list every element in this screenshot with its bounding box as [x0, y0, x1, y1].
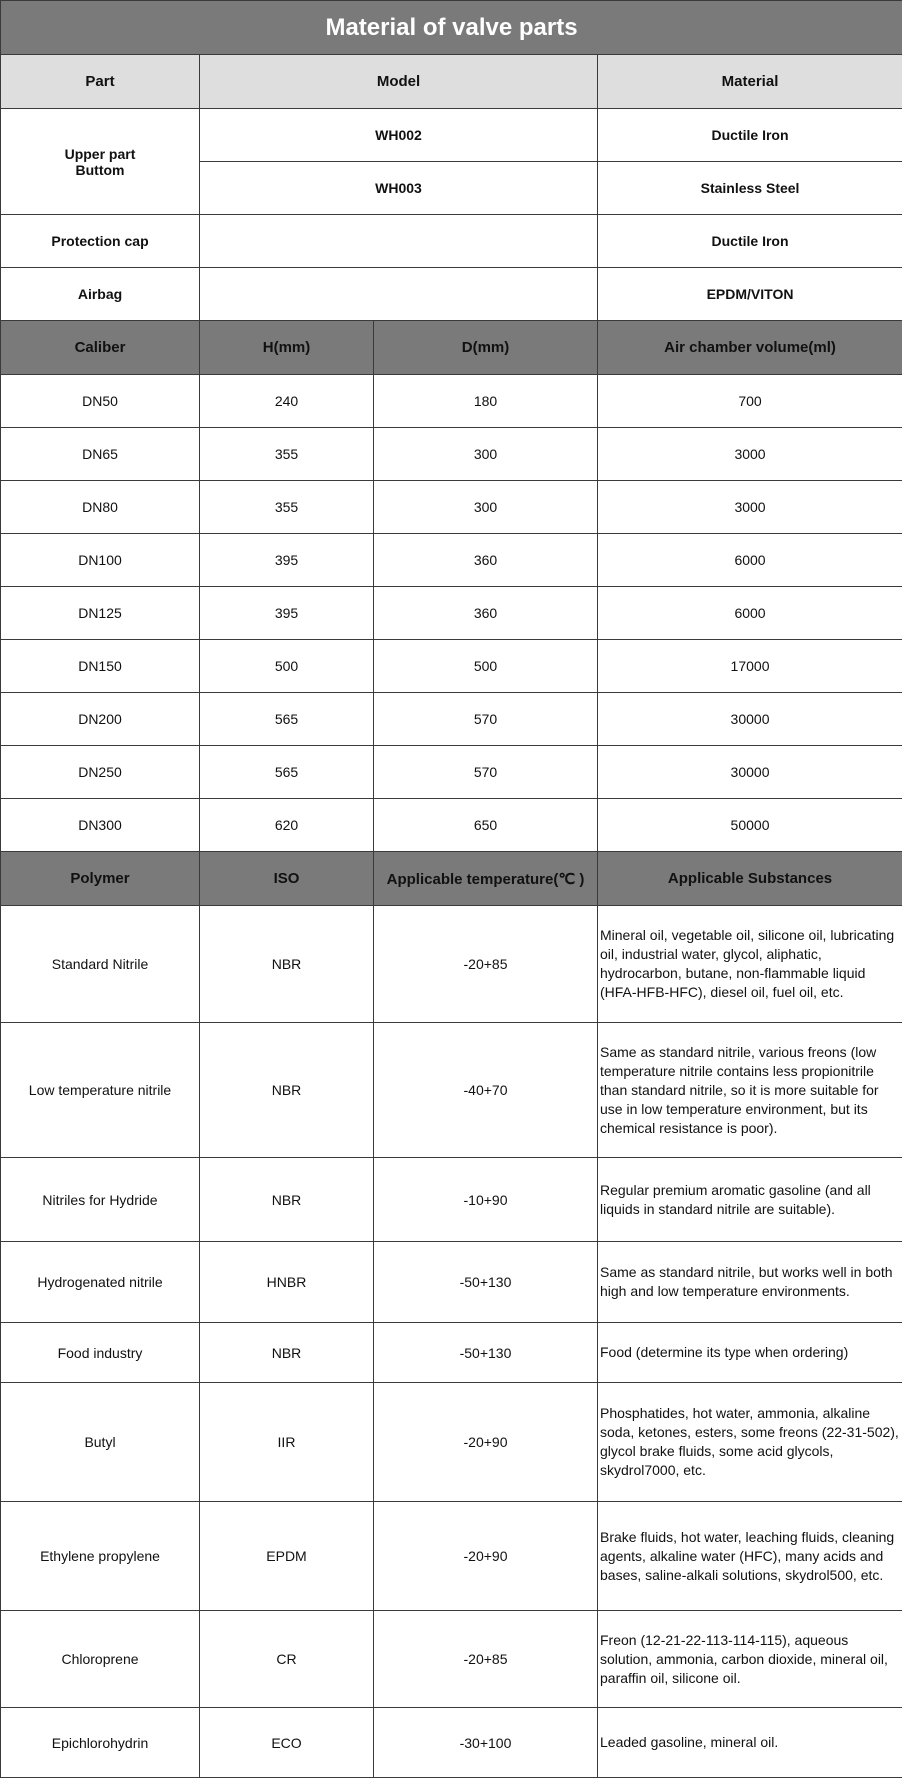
part-upper-label: Upper part — [64, 145, 136, 162]
material-cell: Stainless Steel — [598, 162, 902, 215]
substances-cell: Food (determine its type when ordering) — [598, 1323, 902, 1383]
material-cell: Ductile Iron — [598, 109, 902, 162]
iso-cell: CR — [200, 1611, 374, 1708]
table-row — [1, 693, 902, 746]
substances-cell: Same as standard nitrile, but works well in both high and low temperature environments. — [598, 1242, 902, 1323]
polymers-header-row — [1, 852, 902, 906]
polymer-cell: Standard Nitrile — [1, 906, 200, 1023]
title-row — [1, 1, 902, 55]
table-row — [1, 746, 902, 799]
polymer-cell: Food industry — [1, 1323, 200, 1383]
table-row — [1, 1023, 902, 1158]
material-cell: Ductile Iron — [598, 215, 902, 268]
air-volume-cell: 700 — [598, 375, 902, 428]
table-row — [1, 1242, 902, 1323]
model-cell: WH003 — [200, 162, 598, 215]
dimensions-header-row — [1, 321, 902, 375]
polymer-cell: Epichlorohydrin — [1, 1708, 200, 1778]
part-cell: Protection cap — [1, 215, 200, 268]
d-cell: 360 — [374, 587, 598, 640]
d-cell: 570 — [374, 693, 598, 746]
table-row — [1, 428, 902, 481]
header-model: Model — [200, 55, 598, 109]
substances-cell: Brake fluids, hot water, leaching fluids, cleaning agents, alkaline water (HFC), many acids and bases, saline-alkali solutions, skydrol500, etc. — [598, 1502, 902, 1611]
table-row — [1, 587, 902, 640]
materials-row — [1, 215, 902, 268]
table-row — [1, 1323, 902, 1383]
part-buttom-label: Buttom — [75, 161, 125, 178]
model-cell: WH002 — [200, 109, 598, 162]
caliber-cell: DN80 — [1, 481, 200, 534]
h-cell: 395 — [200, 587, 374, 640]
polymers-body — [1, 906, 902, 1778]
h-cell: 565 — [200, 693, 374, 746]
part-upper-buttom — [1, 109, 200, 215]
iso-cell: IIR — [200, 1383, 374, 1502]
model-cell — [200, 215, 598, 268]
air-volume-cell: 30000 — [598, 693, 902, 746]
substances-cell: Phosphatides, hot water, ammonia, alkaline soda, ketones, esters, some freons (22-31-502), glycol brake fluids, some acid glycols, skydrol7000, etc. — [598, 1383, 902, 1502]
caliber-cell: DN300 — [1, 799, 200, 852]
substances-cell: Regular premium aromatic gasoline (and all liquids in standard nitrile are suitable). — [598, 1158, 902, 1242]
h-cell: 355 — [200, 428, 374, 481]
caliber-cell: DN150 — [1, 640, 200, 693]
h-cell: 565 — [200, 746, 374, 799]
table-row — [1, 375, 902, 428]
table-row — [1, 1502, 902, 1611]
iso-cell: ECO — [200, 1708, 374, 1778]
d-cell: 650 — [374, 799, 598, 852]
air-volume-cell: 3000 — [598, 428, 902, 481]
temperature-cell: -40+70 — [374, 1023, 598, 1158]
materials-header-row — [1, 55, 902, 109]
temperature-cell: -50+130 — [374, 1323, 598, 1383]
materials-row — [1, 109, 902, 162]
temperature-cell: -20+90 — [374, 1502, 598, 1611]
caliber-cell: DN50 — [1, 375, 200, 428]
d-cell: 570 — [374, 746, 598, 799]
header-d: D(mm) — [374, 321, 598, 375]
air-volume-cell: 3000 — [598, 481, 902, 534]
h-cell: 355 — [200, 481, 374, 534]
table-row — [1, 799, 902, 852]
h-cell: 395 — [200, 534, 374, 587]
substances-cell: Freon (12-21-22-113-114-115), aqueous solution, ammonia, carbon dioxide, mineral oil, paraffin oil, silicone oil. — [598, 1611, 902, 1708]
header-part: Part — [1, 55, 200, 109]
temperature-cell: -30+100 — [374, 1708, 598, 1778]
header-polymer: Polymer — [1, 852, 200, 906]
polymer-cell: Hydrogenated nitrile — [1, 1242, 200, 1323]
iso-cell: EPDM — [200, 1502, 374, 1611]
temperature-cell: -20+90 — [374, 1383, 598, 1502]
temperature-cell: -10+90 — [374, 1158, 598, 1242]
substances-cell: Mineral oil, vegetable oil, silicone oil, lubricating oil, industrial water, glycol, aliphatic, hydrocarbon, butane, non-flammable liquid (HFA-HFB-HFC), diesel oil, fuel oil, etc. — [598, 906, 902, 1023]
table-row — [1, 906, 902, 1023]
table-row — [1, 1383, 902, 1502]
header-air-volume: Air chamber volume(ml) — [598, 321, 902, 375]
caliber-cell: DN65 — [1, 428, 200, 481]
iso-cell: NBR — [200, 906, 374, 1023]
materials-row — [1, 268, 902, 321]
air-volume-cell: 6000 — [598, 534, 902, 587]
substances-cell: Same as standard nitrile, various freons (low temperature nitrile contains less propionitrile than standard nitrile, so it is more suitable for use in low temperature environment, but its chemical resistance is poor). — [598, 1023, 902, 1158]
table-row — [1, 1708, 902, 1778]
part-cell: Airbag — [1, 268, 200, 321]
h-cell: 620 — [200, 799, 374, 852]
header-h: H(mm) — [200, 321, 374, 375]
table-row — [1, 640, 902, 693]
dimensions-body — [1, 375, 902, 852]
polymer-cell: Low temperature nitrile — [1, 1023, 200, 1158]
caliber-cell: DN100 — [1, 534, 200, 587]
d-cell: 500 — [374, 640, 598, 693]
polymer-cell: Butyl — [1, 1383, 200, 1502]
air-volume-cell: 30000 — [598, 746, 902, 799]
caliber-cell: DN250 — [1, 746, 200, 799]
air-volume-cell: 50000 — [598, 799, 902, 852]
d-cell: 300 — [374, 428, 598, 481]
table-row — [1, 1611, 902, 1708]
air-volume-cell: 6000 — [598, 587, 902, 640]
iso-cell: HNBR — [200, 1242, 374, 1323]
polymer-cell: Chloroprene — [1, 1611, 200, 1708]
table-row — [1, 1158, 902, 1242]
polymer-cell: Ethylene propylene — [1, 1502, 200, 1611]
d-cell: 180 — [374, 375, 598, 428]
header-substances: Applicable Substances — [598, 852, 902, 906]
temperature-cell: -50+130 — [374, 1242, 598, 1323]
header-iso: ISO — [200, 852, 374, 906]
iso-cell: NBR — [200, 1323, 374, 1383]
iso-cell: NBR — [200, 1023, 374, 1158]
air-volume-cell: 17000 — [598, 640, 902, 693]
table-row — [1, 481, 902, 534]
iso-cell: NBR — [200, 1158, 374, 1242]
temperature-cell: -20+85 — [374, 906, 598, 1023]
caliber-cell: DN125 — [1, 587, 200, 640]
table-row — [1, 534, 902, 587]
header-temperature: Applicable temperature(℃ ) — [374, 852, 598, 906]
caliber-cell: DN200 — [1, 693, 200, 746]
material-cell: EPDM/VITON — [598, 268, 902, 321]
polymer-cell: Nitriles for Hydride — [1, 1158, 200, 1242]
h-cell: 500 — [200, 640, 374, 693]
header-caliber: Caliber — [1, 321, 200, 375]
substances-cell: Leaded gasoline, mineral oil. — [598, 1708, 902, 1778]
page-title: Material of valve parts — [1, 1, 902, 55]
model-cell — [200, 268, 598, 321]
h-cell: 240 — [200, 375, 374, 428]
temperature-cell: -20+85 — [374, 1611, 598, 1708]
d-cell: 360 — [374, 534, 598, 587]
d-cell: 300 — [374, 481, 598, 534]
header-material: Material — [598, 55, 902, 109]
